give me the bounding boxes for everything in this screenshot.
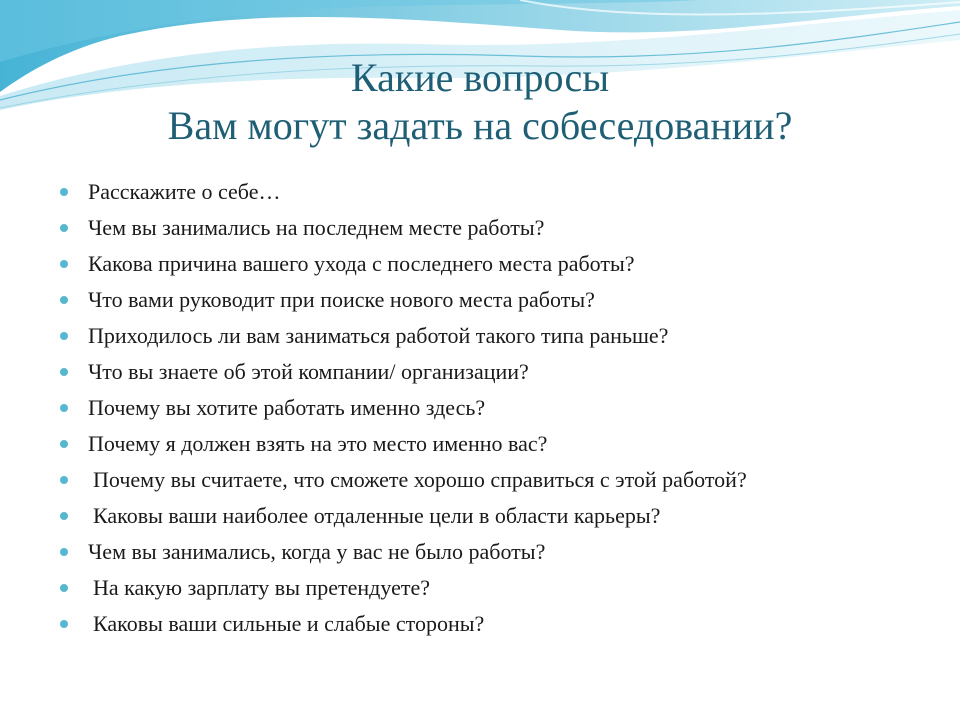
list-item bbox=[60, 534, 940, 570]
bullet-dot-icon bbox=[60, 404, 68, 412]
bullet-dot-icon bbox=[60, 296, 68, 304]
list-item bbox=[60, 498, 940, 534]
list-item bbox=[60, 318, 940, 354]
list-item-text: Почему вы хотите работать именно здесь? bbox=[88, 395, 486, 420]
list-item bbox=[60, 354, 940, 390]
bullet-dot-icon bbox=[60, 620, 68, 628]
list-item-text: Что вы знаете об этой компании/ организации? bbox=[88, 359, 529, 384]
list-item bbox=[60, 210, 940, 246]
bullet-dot-icon bbox=[60, 332, 68, 340]
bullet-dot-icon bbox=[60, 512, 68, 520]
question-list bbox=[60, 174, 940, 642]
bullet-dot-icon bbox=[60, 584, 68, 592]
list-item-text: Что вами руководит при поиске нового места работы? bbox=[88, 287, 595, 312]
list-item-text: Приходилось ли вам заниматься работой такого типа раньше? bbox=[88, 323, 669, 348]
list-item bbox=[60, 390, 940, 426]
bullet-dot-icon bbox=[60, 368, 68, 376]
bullet-dot-icon bbox=[60, 188, 68, 196]
bullet-dot-icon bbox=[60, 260, 68, 268]
title-line-1: Какие вопросы bbox=[350, 55, 610, 100]
slide-title bbox=[0, 54, 960, 150]
list-item-text: Почему вы считаете, что сможете хорошо справиться с этой работой? bbox=[93, 467, 747, 492]
list-item-text: Чем вы занимались, когда у вас не было работы? bbox=[88, 539, 546, 564]
list-item-text: На какую зарплату вы претендуете? bbox=[93, 575, 430, 600]
list-item bbox=[60, 426, 940, 462]
bullet-dot-icon bbox=[60, 476, 68, 484]
list-item bbox=[60, 174, 940, 210]
list-item bbox=[60, 462, 940, 498]
list-item bbox=[60, 606, 940, 642]
list-item-text: Расскажите о себе… bbox=[88, 179, 281, 204]
list-item bbox=[60, 246, 940, 282]
list-item-text: Почему я должен взять на это место именно вас? bbox=[88, 431, 548, 456]
list-item-text: Каковы ваши наиболее отдаленные цели в области карьеры? bbox=[93, 503, 661, 528]
list-item bbox=[60, 282, 940, 318]
list-item-text: Чем вы занимались на последнем месте работы? bbox=[88, 215, 545, 240]
list-item-text: Какова причина вашего ухода с последнего места работы? bbox=[88, 251, 635, 276]
list-item bbox=[60, 570, 940, 606]
bullet-dot-icon bbox=[60, 440, 68, 448]
bullet-dot-icon bbox=[60, 548, 68, 556]
title-line-2: Вам могут задать на собеседовании? bbox=[167, 103, 793, 148]
list-item-text: Каковы ваши сильные и слабые стороны? bbox=[93, 611, 485, 636]
bullet-dot-icon bbox=[60, 224, 68, 232]
